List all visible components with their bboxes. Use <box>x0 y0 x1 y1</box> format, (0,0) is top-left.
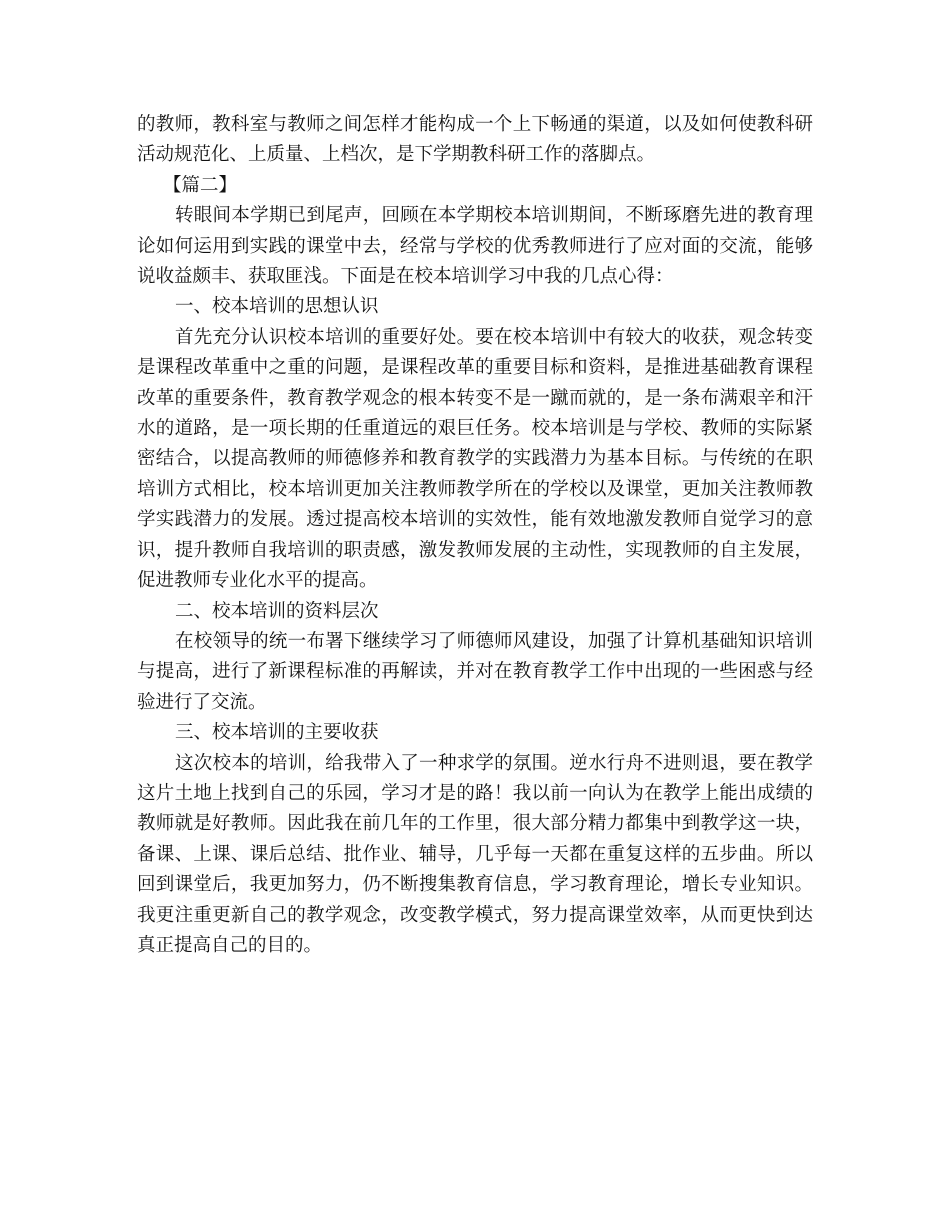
paragraph-section-3: 这次校本的培训，给我带入了一种求学的氛围。逆水行舟不进则退，要在教学这片土地上找到自己的乐园，学习才是的路！我以前一向认为在教学上能出成绩的教师就是好教师。因此我在前几年的工作里，很大部分精力都集中到教学这一块，备课、上课、课后总结、批作业、辅导，几乎每一天都在重复这样的五步曲。所以回到课堂后，我更加努力，仍不断搜集教育信息，学习教育理论，增长专业知识。我更注重更新自己的教学观念，改变教学模式，努力提高课堂效率，从而更快到达真正提高自己的目的。 <box>137 752 813 956</box>
document-body <box>137 110 813 961</box>
section-heading-2: 二、校本培训的资料层次 <box>175 600 379 622</box>
paragraph-intro: 转眼间本学期已到尾声，回顾在本学期校本培训期间，不断琢磨先进的教育理论如何运用到实践的课堂中去，经常与学校的优秀教师进行了应对面的交流，能够说收益颇丰、获取匪浅。下面是在校本培训学习中我的几点心得： <box>137 205 813 288</box>
section-heading-3: 三、校本培训的主要收获 <box>175 722 379 744</box>
section-heading-1: 一、校本培训的思想认识 <box>175 296 379 318</box>
paragraph-continuation: 的教师，教科室与教师之间怎样才能构成一个上下畅通的渠道，以及如何使教科研活动规范化、上质量、上档次，是下学期教科研工作的落脚点。 <box>137 114 813 166</box>
paragraph-section-2: 在校领导的统一布署下继续学习了师德师风建设，加强了计算机基础知识培训与提高，进行了新课程标准的再解读，并对在教育教学工作中出现的一些困惑与经验进行了交流。 <box>137 630 813 713</box>
paragraph-section-1: 首先充分认识校本培训的重要好处。要在校本培训中有较大的收获，观念转变是课程改革重中之重的问题，是课程改革的重要目标和资料，是推进基础教育课程改革的重要条件，教育教学观念的根本转变不是一蹴而就的，是一条布满艰辛和汗水的道路，是一项长期的任重道远的艰巨任务。校本培训是与学校、教师的实际紧密结合，以提高教师的师德修养和教育教学的实践潜力为基本目标。与传统的在职培训方式相比，校本培训更加关注教师教学所在的学校以及课堂，更加关注教师教学实践潜力的发展。透过提高校本培训的实效性，能有效地激发教师自觉学习的意识，提升教师自我培训的职责感，激发教师发展的主动性，实现教师的自主发展，促进教师专业化水平的提高。 <box>137 326 813 592</box>
section-marker: 【篇二】 <box>163 174 238 196</box>
